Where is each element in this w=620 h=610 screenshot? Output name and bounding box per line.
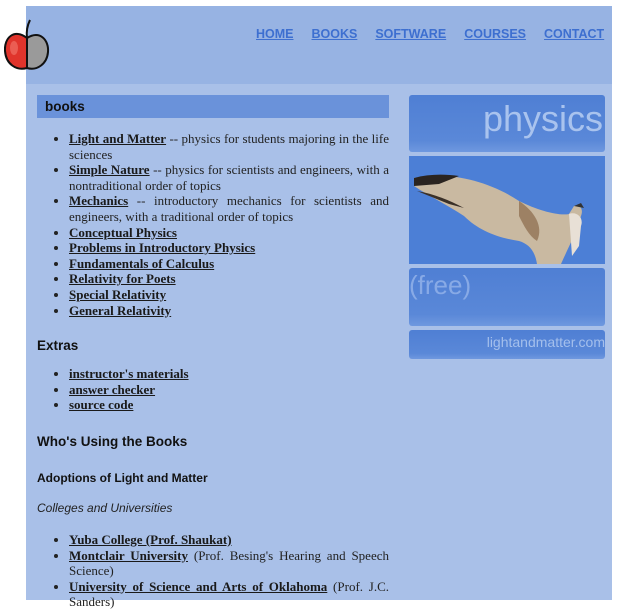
answer-checker-link[interactable]: answer checker [69,381,156,397]
site-url-panel: lightandmatter.com [409,330,605,359]
book-link-conceptual-physics[interactable]: Conceptual Physics [69,224,177,240]
book-link-problems[interactable]: Problems in Introductory Physics [69,240,256,256]
extras-heading: Extras [37,338,79,354]
usage-heading: Who's Using the Books [37,433,188,449]
hawk-icon [409,156,605,264]
header [26,6,612,84]
books-list [37,131,389,318]
main-content [37,95,389,610]
list-item [69,366,389,382]
adopter-link-yuba[interactable]: Yuba College (Prof. Shaukat) [69,531,232,547]
list-item [69,382,389,398]
book-link-general-relativity[interactable]: General Relativity [69,302,172,318]
list-item [69,303,389,319]
list-item: • Montclair University (Prof. Besing's Hearing and Speech Science) [69,548,389,579]
sidebar-banner[interactable] [409,95,605,363]
hawk-image [409,156,605,264]
adopter-link-usao[interactable]: University of Science and Arts of Oklahoma [69,578,328,594]
list-item [69,287,389,303]
extras-list [37,366,389,413]
list-item [69,397,389,413]
list-item [69,225,389,241]
list-item [69,256,389,272]
book-link-mechanics[interactable]: Mechanics [69,193,129,209]
instructors-materials-link[interactable]: instructor's materials [69,366,189,382]
list-item: • Mechanics -- introductory mechanics for scientists and engineers, with a traditional order of topics [69,193,389,224]
book-link-special-relativity[interactable]: Special Relativity [69,286,167,302]
top-nav [256,27,604,41]
book-link-simple-nature[interactable]: Simple Nature [69,162,150,178]
physics-panel: physics [409,95,605,152]
book-link-calculus[interactable]: Fundamentals of Calculus [69,255,215,271]
source-code-link[interactable]: source code [69,397,134,413]
list-item [69,240,389,256]
nav-contact[interactable]: CONTACT [544,27,605,41]
free-panel: (free) [409,268,605,326]
book-link-relativity-poets[interactable]: Relativity for Poets [69,271,176,287]
list-item [69,271,389,287]
books-heading: books [37,95,389,118]
adopter-link-montclair[interactable]: Montclair University [69,547,188,563]
list-item: • University of Science and Arts of Oklahoma (Prof. J.C. Sanders) [69,579,389,610]
apple-moon-logo-icon[interactable] [4,18,50,74]
book-link-light-and-matter[interactable]: Light and Matter [69,131,167,146]
list-item [69,532,389,548]
category-label: Colleges and Universities [37,500,173,515]
list-item: • Simple Nature -- physics for scientists and engineers, with a nontraditional order of topics [69,162,389,193]
page-container [26,6,612,610]
nav-books[interactable]: BOOKS [311,27,358,41]
nav-home[interactable]: HOME [256,27,294,41]
adoptions-list [37,532,389,610]
list-item: • Light and Matter -- physics for students majoring in the life sciences [69,131,389,162]
nav-software[interactable]: SOFTWARE [375,27,447,41]
nav-courses[interactable]: COURSES [464,27,527,41]
adoptions-heading: Adoptions of Light and Matter [37,470,208,485]
